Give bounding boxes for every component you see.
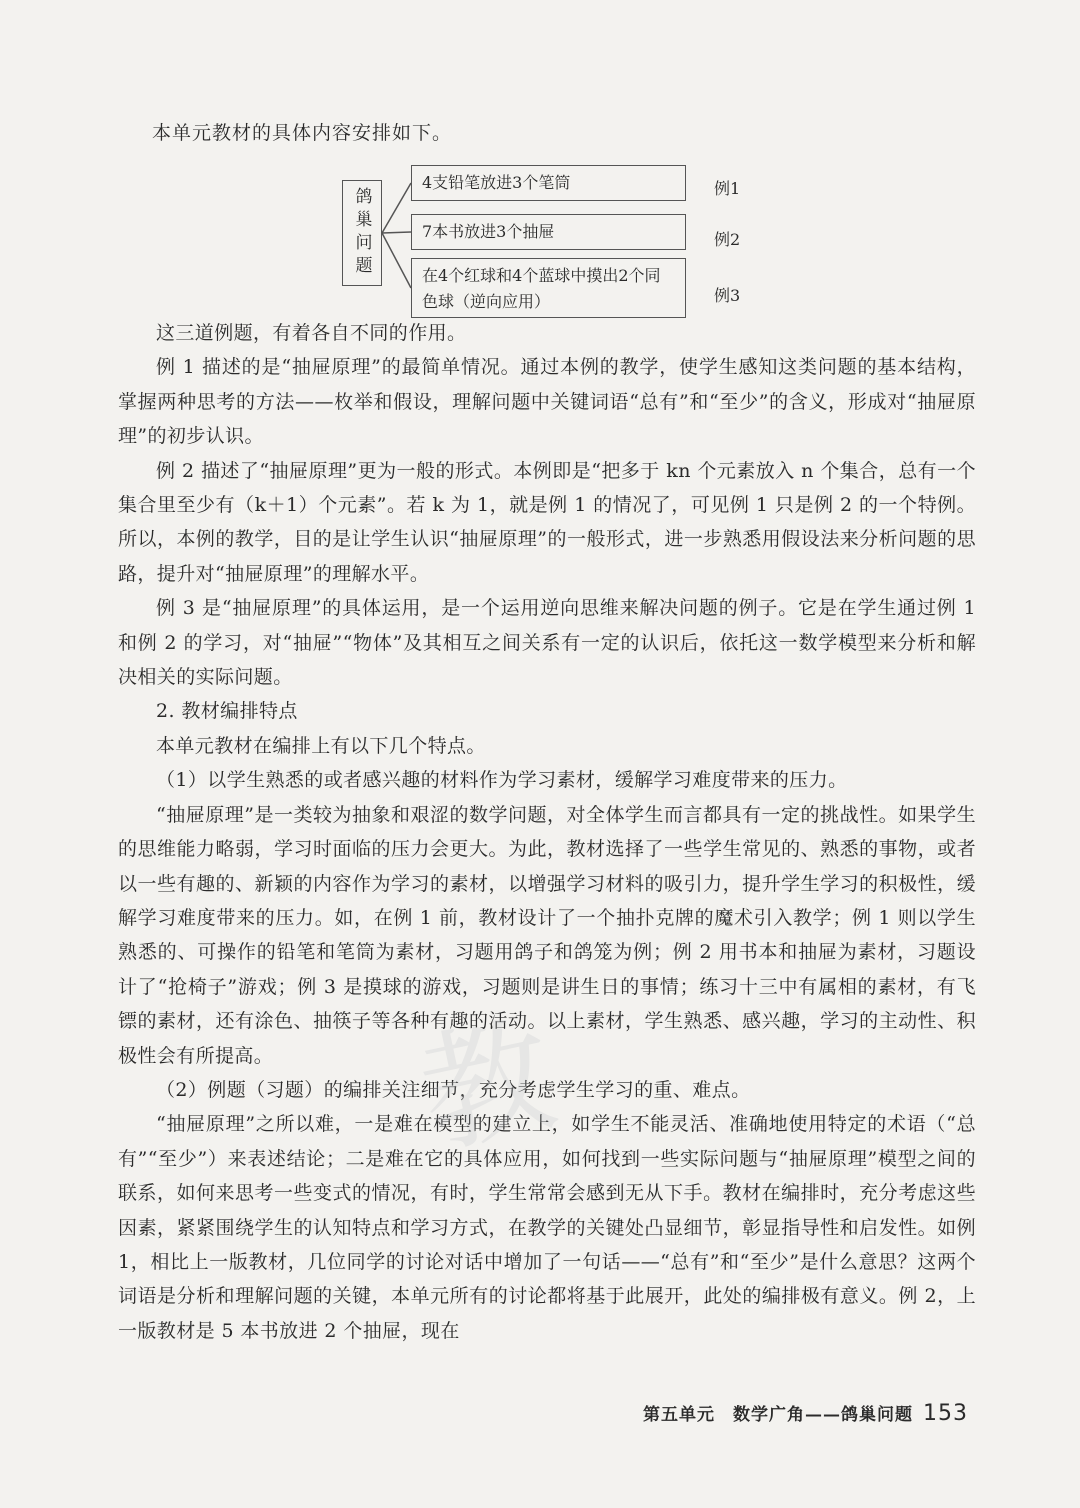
footer-section-title: 第五单元 数学广角——鸽巢问题 xyxy=(643,1405,913,1425)
subheading: （1）以学生熟悉的或者感兴趣的材料作为学习素材，缓解学习难度带来的压力。 xyxy=(156,769,848,792)
intro-text: 本单元教材的具体内容安排如下。 xyxy=(152,122,453,144)
diagram-branch-3: 在4个红球和4个蓝球中摸出2个同色球（逆向应用） xyxy=(411,258,686,318)
paragraph: 例 1 描述的是“抽屉原理”的最简单情况。通过本例的教学，使学生感知这类问题的基本结构，掌握两种思考的方法——枚举和假设，理解问题中关键词语“总有”和“至少”的含义，形成对“抽屉原理”的初步认识。 xyxy=(118,356,976,448)
connector-line-2 xyxy=(382,232,411,233)
paragraph: 例 3 是“抽屉原理”的具体运用，是一个运用逆向思维来解决问题的例子。它是在学生通过例 1 和例 2 的学习，对“抽屉”“物体”及其相互之间关系有一定的认识后，依托这一数学模型来分析和解决相关的实际问题。 xyxy=(118,597,976,689)
diagram-branch-2: 7本书放进3个抽屉 xyxy=(411,214,686,250)
paragraph: “抽屉原理”之所以难，一是难在模型的建立上，如学生不能灵活、准确地使用特定的术语（“总有”“至少”）来表述结论；二是难在它的具体应用，如何找到一些实际问题与“抽屉原理”模型之间的联系，如何来思考一些变式的情况，有时，学生常常会感到无从下手。教材在编排时，充分考虑这些因素，紧紧围绕学生的认知特点和学习方式，在教学的关键处凸显细节，彰显指导性和启发性。如例 1，相比上一版教材，几位同学的讨论对话中增加了一句话——“总有”和“至少”是什么意思？这两个词语是分析和理解问题的关键，本单元所有的讨论都将基于此展开，此处的编排极有意义。例 2，上一版教材是 5 本书放进 2 个抽屉，现在 xyxy=(118,1113,976,1342)
watermark: 教 xyxy=(408,993,587,1174)
body-text xyxy=(118,316,976,1348)
diagram-branch-1: 4支铅笔放进3个笔筒 xyxy=(411,165,686,201)
example-label-3: 例3 xyxy=(714,286,741,305)
paragraph: 本单元教材在编排上有以下几个特点。 xyxy=(156,734,486,757)
paragraph: 例 2 描述了“抽屉原理”更为一般的形式。本例即是“把多于 kn 个元素放入 n 个集合，总有一个集合里至少有（k＋1）个元素”。若 k 为 1，就是例 1 的情况了，可见例 1 只是例 2 的一个特例。所以，本例的教学，目的是让学生认识“抽屉原理”的一般形式，进一步熟悉用假设法来分析问题的思路，提升对“抽屉原理”的理解水平。 xyxy=(118,459,976,585)
page-number: 153 xyxy=(923,1401,968,1426)
example-label-2: 例2 xyxy=(714,230,741,249)
subheading: （2）例题（习题）的编排关注细节，充分考虑学生学习的重、难点。 xyxy=(156,1078,751,1101)
diagram-root-box: 鸽巢问题 xyxy=(342,180,382,286)
paragraph: 这三道例题，有着各自不同的作用。 xyxy=(156,322,467,344)
connector-line-3 xyxy=(382,233,411,288)
connector-line-1 xyxy=(382,183,411,233)
content-diagram xyxy=(0,0,1080,330)
example-label-1: 例1 xyxy=(714,179,741,198)
paragraph: “抽屉原理”是一类较为抽象和艰涩的数学问题，对全体学生而言都具有一定的挑战性。如果学生的思维能力略弱，学习时面临的压力会更大。为此，教材选择了一些学生常见的、熟悉的事物，或者以一些有趣的、新颖的内容作为学习的素材，以增强学习材料的吸引力，提升学生学习的积极性，缓解学习难度带来的压力。如，在例 1 前，教材设计了一个抽扑克牌的魔术引入教学；例 1 则以学生熟悉的、可操作的铅笔和笔筒为素材，习题用鸽子和鸽笼为例；例 2 用书本和抽屉为素材，习题设计了“抢椅子”游戏；例 3 是摸球的游戏，习题则是讲生日的事情；练习十三中有属相的素材，有飞镖的素材，还有涂色、抽筷子等各种有趣的活动。以上素材，学生熟悉、感兴趣，学习的主动性、积极性会有所提高。 xyxy=(118,803,976,1067)
page-footer xyxy=(643,1400,968,1426)
section-heading: 2. 教材编排特点 xyxy=(156,700,298,723)
